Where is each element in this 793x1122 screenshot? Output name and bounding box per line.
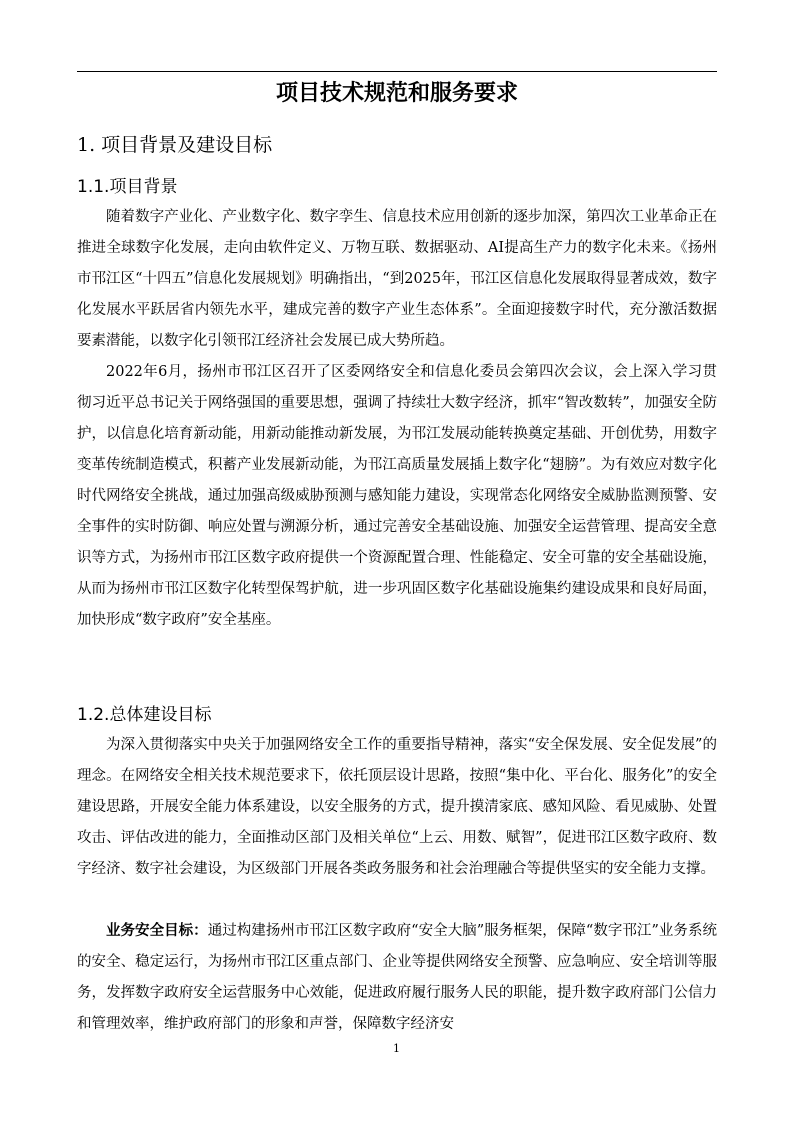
paragraph-background-2: 2022年6月，扬州市邗江区召开了区委网络安全和信息化委员会第四次会议，会上深入学习贯彻习近平总书记关于网络强国的重要思想，强调了持续壮大数字经济，抓牢“智改数转”，加强安全防护，以信息化培育新动能，用新动能推动新发展，为邗江发展动能转换奠定基础、开创优势，用数字变革传统制造模式，积蓄产业发展新动能，为邗江高质量发展插上数字化“翅膀”。为有效应对数字化时代网络安全挑战，通过加强高级威胁预测与感知能力建设，实现常态化网络安全威胁监测预警、安全事件的实时防御、响应处置与溯源分析，通过完善安全基础设施、加强安全运营管理、提高安全意识等方式，为扬州市邗江区数字政府提供一个资源配置合理、性能稳定、安全可靠的安全基础设施，从而为扬州市邗江区数字化转型保驾护航，进一步巩固区数字化基础设施集约建设成果和良好局面，加快形成“数字政府”安全基座。: [77, 364, 717, 628]
paragraph-goal-1: 为深入贯彻落实中央关于加强网络安全工作的重要指导精神，落实“安全保发展、安全促发展”的理念。在网络安全相关技术规范要求下，依托顶层设计思路，按照“集中化、平台化、服务化”的安全建设思路，开展安全能力体系建设，以安全服务的方式，提升摸清家底、感知风险、看见威胁、处置攻击、评估改进的能力，全面推动区部门及相关单位“上云、用数、赋智”，促进邗江区数字政府、数字经济、数字社会建设，为区级部门开展各类政务服务和社会治理融合等提供坚实的安全能力支撑。: [77, 737, 717, 877]
header-rule: [77, 71, 717, 72]
subsection-heading-1-2: [77, 700, 211, 730]
business-security-text: 通过构建扬州市邗江区数字政府“安全大脑”服务框架，保障“数字邗江”业务系统的安全、稳定运行，为扬州市邗江区重点部门、企业等提供网络安全预警、应急响应、安全培训等服务，发挥数字政府安全运营服务中心效能，促进政府履行服务人民的职能，提升数字政府部门公信力和管理效率，维护政府部门的形象和声誉，保障数字经济安: [77, 923, 717, 1032]
subsection-heading-text: 1.1.项目背景: [77, 177, 178, 197]
subsection-heading-text: 1.2.总体建设目标: [77, 705, 212, 725]
business-security-label: 业务安全目标：: [106, 923, 208, 939]
subsection-heading-1-1: [77, 172, 177, 202]
paragraph-business-security: [77, 916, 717, 1040]
page-title: 项目技术规范和服务要求: [275, 81, 518, 106]
section-heading-1: 1. 项目背景及建设目标: [77, 134, 273, 156]
page-number: 1: [393, 1042, 400, 1055]
paragraph-background-1: 随着数字产业化、产业数字化、数字孪生、信息技术应用创新的逐步加深，第四次工业革命正在推进全球数字化发展，走向由软件定义、万物互联、数据驱动、AI提高生产力的数字化未来。《扬州市邗江区“十四五”信息化发展规划》明确指出，“到2025年，邗江区信息化发展取得显著成效，数字化发展水平跃居省内领先水平，建成完善的数字产业生态体系”。全面迎接数字时代，充分激活数据要素潜能，以数字化引领邗江经济社会发展已成大势所趋。: [77, 209, 717, 349]
